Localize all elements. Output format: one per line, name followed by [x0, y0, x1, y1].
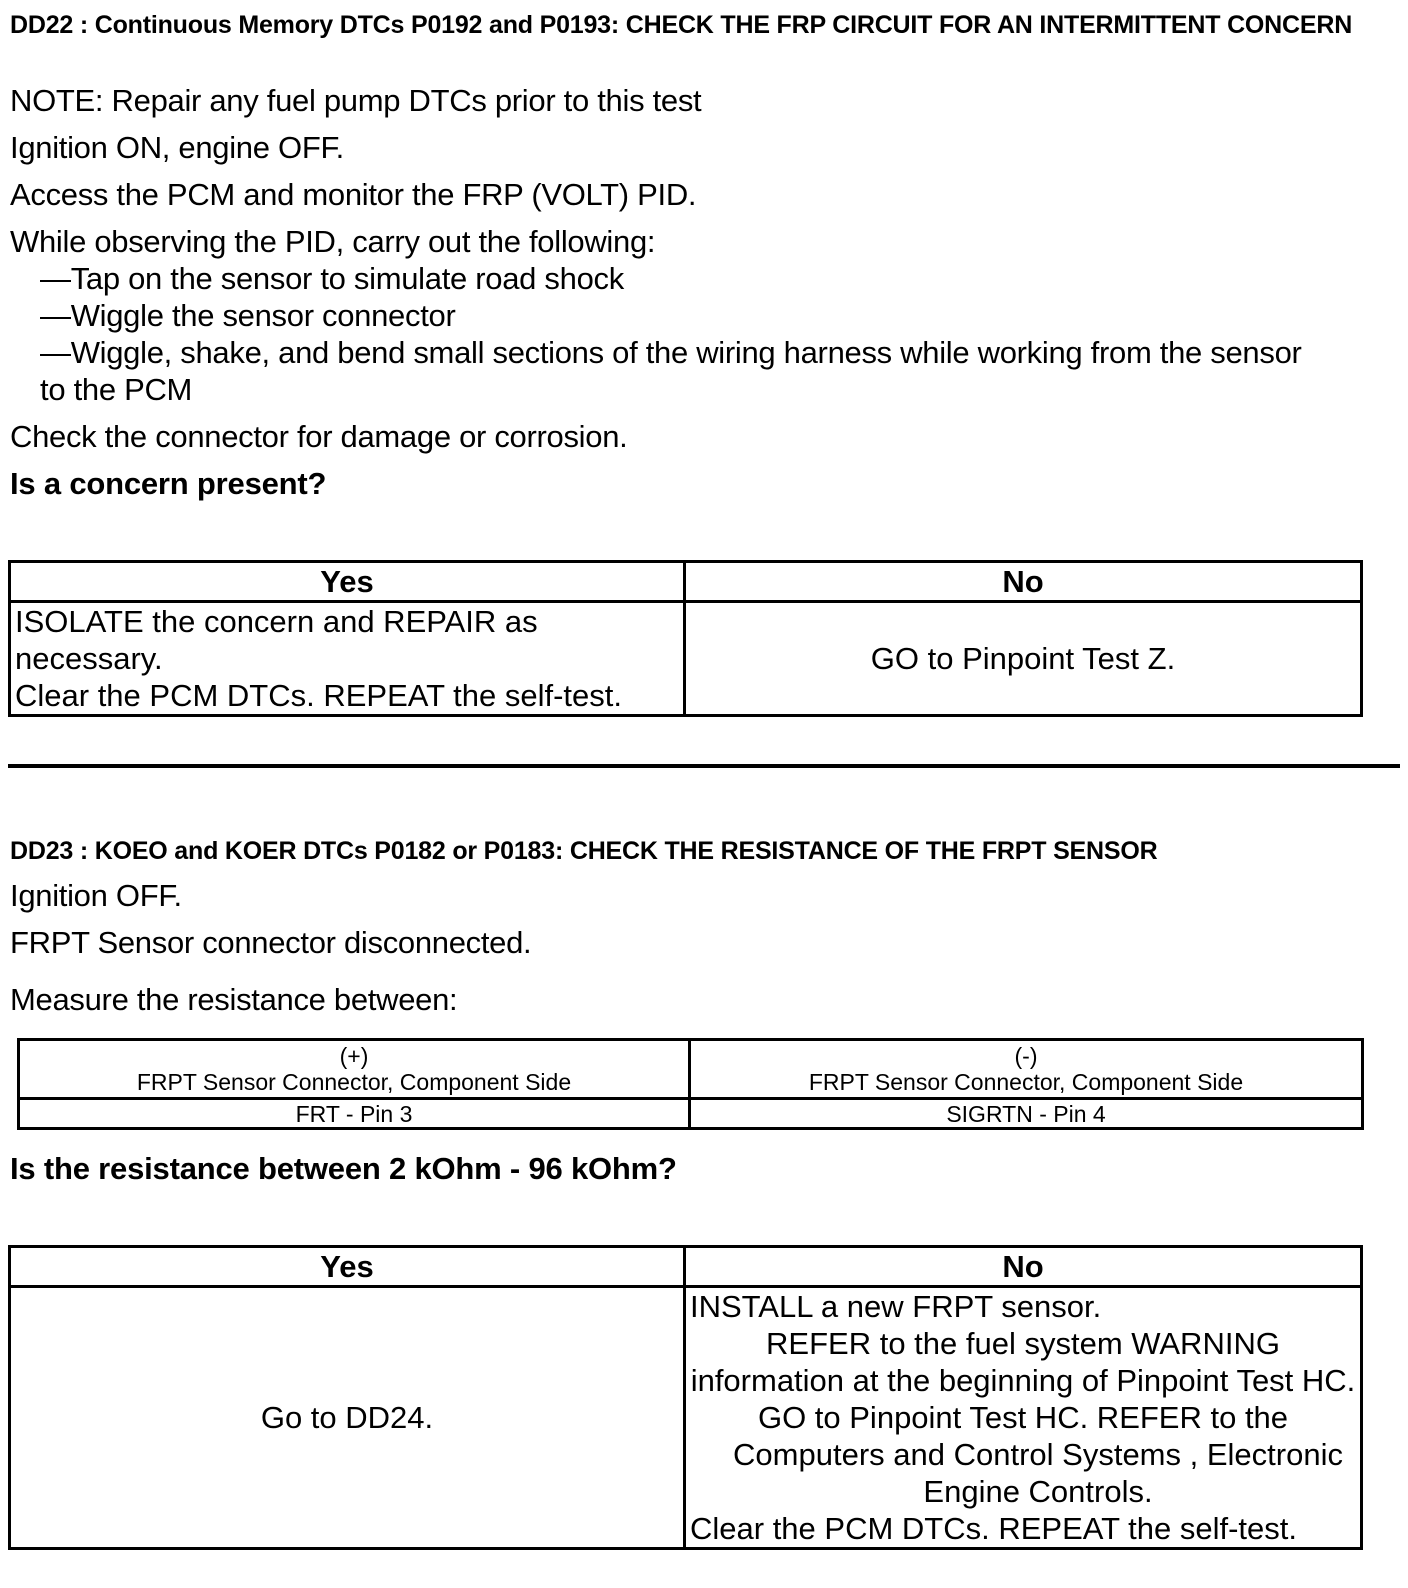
dd22-step-3: While observing the PID, carry out the following:: [10, 224, 656, 259]
dd22-yes-line-2: Clear the PCM DTCs. REPEAT the self-test.: [15, 678, 622, 713]
dd23-no-line-4: Clear the PCM DTCs. REPEAT the self-test.: [690, 1511, 1297, 1546]
dd23-no-cell: [685, 1287, 1362, 1549]
dd22-no-cell: GO to Pinpoint Test Z.: [685, 602, 1362, 716]
dd23-yes-cell: Go to DD24.: [10, 1287, 685, 1549]
measure-plus-pin: FRT - Pin 3: [19, 1099, 690, 1129]
dd23-no-header: No: [685, 1247, 1362, 1287]
dd23-title: DD23 : KOEO and KOER DTCs P0182 or P0183: CHECK THE RESISTANCE OF THE FRPT SENSOR: [10, 837, 1158, 865]
dd22-note: NOTE: Repair any fuel pump DTCs prior to this test: [10, 83, 702, 118]
measure-plus-header: [19, 1040, 690, 1099]
dd23-step-3: Measure the resistance between:: [10, 982, 458, 1017]
dd23-no-line-1: INSTALL a new FRPT sensor.: [690, 1289, 1102, 1324]
dd22-step-1: Ignition ON, engine OFF.: [10, 130, 344, 165]
dd22-yes-line-1: ISOLATE the concern and REPAIR as necessary.: [15, 604, 538, 676]
measure-plus-desc: FRPT Sensor Connector, Component Side: [136, 1069, 572, 1095]
dd23-yes-header: Yes: [10, 1247, 685, 1287]
measure-minus-header: [690, 1040, 1363, 1099]
dd22-bullet-1: —Tap on the sensor to simulate road shock: [40, 261, 624, 296]
dd23-no-line-3: Computers and Control Systems , Electronic Engine Controls.: [733, 1437, 1343, 1509]
dd22-question: Is a concern present?: [10, 466, 327, 501]
dd22-bullet-3: —Wiggle, shake, and bend small sections of the wiring harness while working from the sensor to the PCM: [40, 335, 1302, 407]
dd22-yes-cell: [10, 602, 685, 716]
dd22-step-2: Access the PCM and monitor the FRP (VOLT) PID.: [10, 177, 697, 212]
dd22-title: DD22 : Continuous Memory DTCs P0192 and P0193: CHECK THE FRP CIRCUIT FOR AN INTERMITTENT CONCERN: [10, 11, 1353, 39]
dd23-step-1: Ignition OFF.: [10, 878, 182, 913]
dd22-bullet-2: —Wiggle the sensor connector: [40, 298, 456, 333]
dd22-answer-table: [8, 560, 1363, 717]
measure-minus-pin: SIGRTN - Pin 4: [690, 1099, 1363, 1129]
measure-plus-label: (+): [339, 1043, 369, 1069]
dd23-answer-table: [8, 1245, 1363, 1550]
measure-minus-label: (-): [1014, 1043, 1038, 1069]
dd23-question: Is the resistance between 2 kOhm - 96 kOhm?: [10, 1151, 677, 1186]
measure-table: [17, 1038, 1364, 1130]
dd23-step-2: FRPT Sensor connector disconnected.: [10, 925, 532, 960]
section-divider: [8, 764, 1400, 768]
dd23-no-line-2: REFER to the fuel system WARNING information at the beginning of Pinpoint Test HC. GO to Pinpoint Test HC. REFER to the: [690, 1326, 1356, 1435]
measure-minus-desc: FRPT Sensor Connector, Component Side: [808, 1069, 1244, 1095]
dd22-yes-header: Yes: [10, 562, 685, 602]
dd22-check: Check the connector for damage or corrosion.: [10, 419, 628, 454]
dd22-no-header: No: [685, 562, 1362, 602]
